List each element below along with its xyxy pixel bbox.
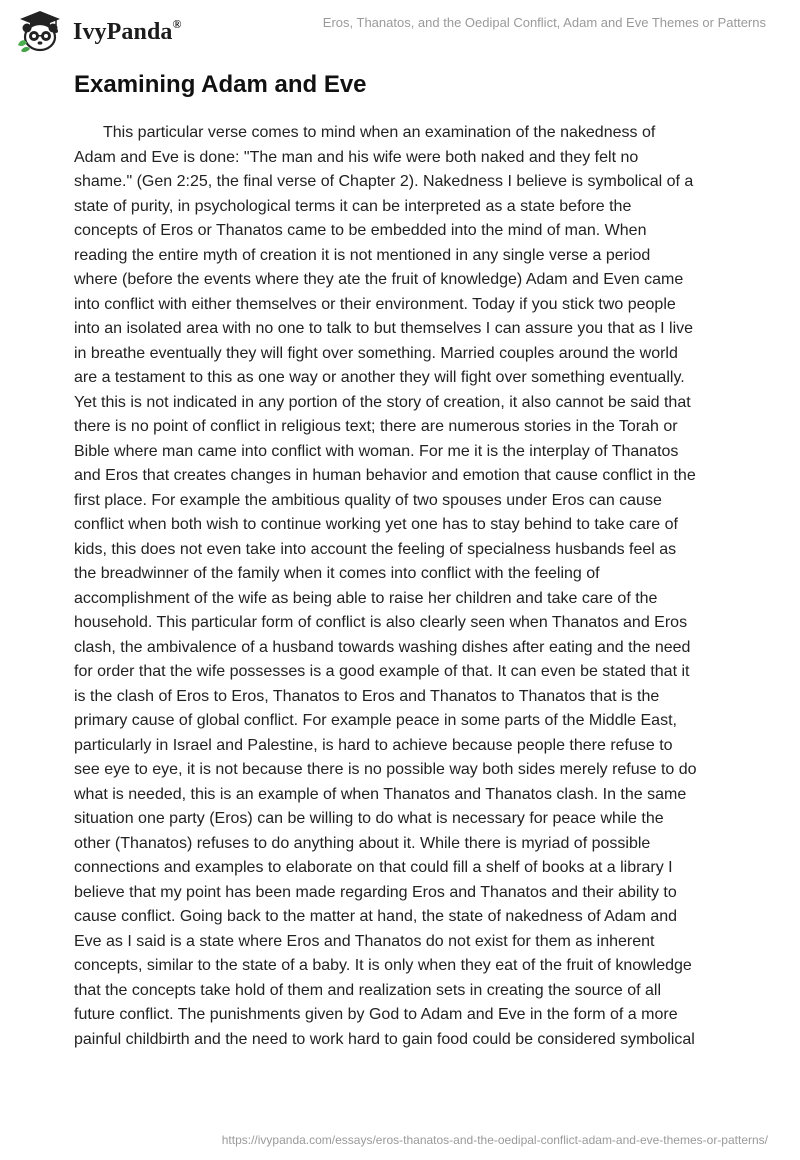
- paragraph-line: conflict when both wish to continue working yet one has to stay behind to take care of: [74, 516, 678, 533]
- ivypanda-logo[interactable]: [15, 9, 182, 53]
- paragraph-line: for order that the wife possesses is a good example of that. It can even be stated that it: [74, 663, 690, 680]
- paragraph-line: the breadwinner of the family when it comes into conflict with the feeling of: [74, 565, 600, 582]
- paragraph-line: are a testament to this as one way or another they will fight over something eventually.: [74, 369, 685, 386]
- paragraph-line: This particular verse comes to mind when an examination of the nakedness of: [103, 124, 656, 141]
- paragraph-line: first place. For example the ambitious quality of two spouses under Eros can cause: [74, 491, 662, 509]
- paragraph-line: primary cause of global conflict. For example peace in some parts of the Middle East,: [74, 712, 677, 729]
- paragraph-line: concepts, similar to the state of a baby. It is only when they eat of the fruit of knowledge: [74, 957, 692, 974]
- paragraph-line: situation one party (Eros) can be willing to do what is necessary for peace while the: [74, 810, 664, 827]
- brand-text: IvyPanda: [73, 18, 173, 45]
- brand-name: [73, 16, 182, 46]
- paragraph-line: kids, this does not even take into account the feeling of specialness husbands feel as: [74, 540, 677, 558]
- panda-graduate-logo-icon: [15, 9, 65, 53]
- registered-mark: ®: [172, 16, 182, 31]
- page-title: Examining Adam and Eve: [74, 71, 367, 98]
- paragraph-line: there is no point of conflict in religious text; there are numerous stories in the Torah or: [74, 418, 678, 435]
- paragraph-line: where (before the events where they ate the fruit of knowledge) Adam and Even came: [74, 271, 684, 288]
- paragraph-line: future conflict. The punishments given by God to Adam and Eve in the form of a more: [74, 1006, 678, 1023]
- paragraph-line: and Eros that creates changes in human behavior and emotion that cause conflict in the: [74, 467, 696, 484]
- paragraph-line: into an isolated area with no one to talk to but themselves I can assure you that as I live: [74, 320, 694, 337]
- paragraph-line: Eve as I said is a state where Eros and Thanatos do not exist for them as inherent: [74, 932, 655, 950]
- paragraph-line: concepts of Eros or Thanatos came to be embedded into the mind of man. When: [74, 222, 647, 239]
- page-header: [0, 0, 800, 60]
- paragraph-line: see eye to eye, it is not because there is no possible way both sides merely refuse to do: [74, 761, 697, 778]
- paragraph-line: accomplishment of the wife as being able to raise her children and take care of the: [74, 589, 658, 607]
- paragraph-line: particularly in Israel and Palestine, is hard to achieve because people there refuse to: [74, 736, 673, 754]
- paragraph-line: Yet this is not indicated in any portion of the story of creation, it also cannot be said that: [74, 393, 691, 411]
- paragraph-line: connections and examples to elaborate on that could fill a shelf of books at a library I: [74, 859, 673, 876]
- paragraph-line: into conflict with either themselves or their environment. Today if you stick two people: [74, 295, 676, 313]
- running-title: Eros, Thanatos, and the Oedipal Conflict, Adam and Eve Themes or Patterns: [322, 15, 766, 30]
- paragraph-line: believe that my point has been made regarding Eros and Thanatos and their ability to: [74, 883, 677, 901]
- paragraph-line: shame." (Gen 2:25, the final verse of Chapter 2). Nakedness I believe is symbolical of a: [74, 173, 694, 190]
- paragraph-line: other (Thanatos) refuses to do anything about it. While there is myriad of possible: [74, 834, 651, 852]
- paragraph-line: clash, the ambivalence of a husband towards washing dishes after eating and the need: [74, 638, 691, 656]
- paragraph-line: household. This particular form of conflict is also clearly seen when Thanatos and Eros: [74, 614, 688, 631]
- paragraph-line: Bible where man came into conflict with woman. For me it is the interplay of Thanatos: [74, 442, 679, 460]
- paragraph-line: in breathe eventually they will fight over something. Married couples around the world: [74, 344, 678, 362]
- paragraph-line: state of purity, in psychological terms it can be interpreted as a state before the: [74, 197, 632, 215]
- paragraph-line: what is needed, this is an example of when Thanatos and Thanatos clash. In the same: [74, 785, 687, 803]
- paragraph-line: reading the entire myth of creation it is not mentioned in any single verse a period: [74, 246, 651, 264]
- paragraph-line: is the clash of Eros to Eros, Thanatos to Eros and Thanatos to Thanatos that is the: [74, 687, 660, 705]
- paragraph-line: Adam and Eve is done: "The man and his wife were both naked and they felt no: [74, 148, 639, 166]
- article-paragraph: [74, 121, 734, 1052]
- paragraph-line: that the concepts take hold of them and realization sets in creating the source of all: [74, 981, 662, 999]
- paragraph-line: painful childbirth and the need to work hard to gain food could be considered symbolical: [74, 1030, 695, 1048]
- source-url[interactable]: https://ivypanda.com/essays/eros-thanatos-and-the-oedipal-conflict-adam-and-eve-themes-or-patterns/: [221, 1133, 768, 1147]
- paragraph-line: cause conflict. Going back to the matter at hand, the state of nakedness of Adam and: [74, 908, 678, 925]
